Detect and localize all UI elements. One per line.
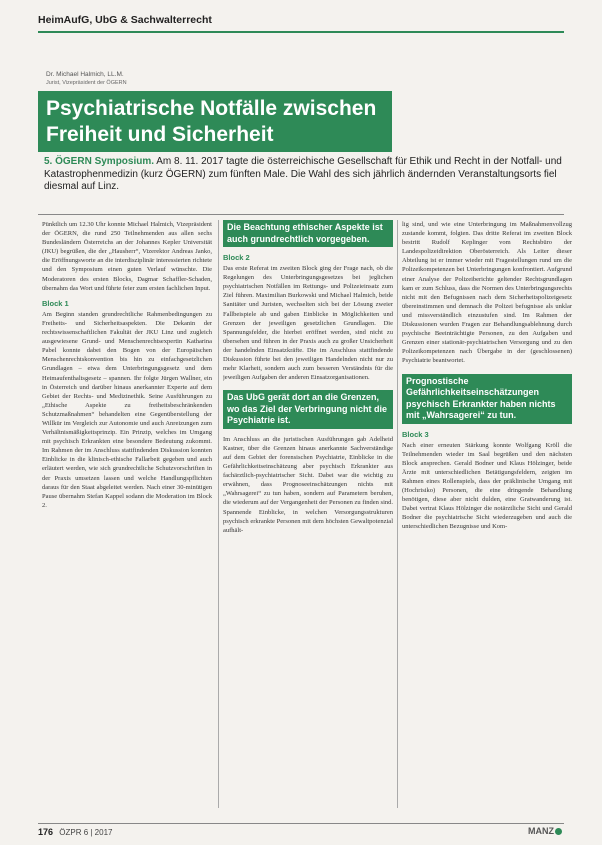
paragraph: lig sind, und wie eine Unterbringung im Maßnahmenvollzug zustande kommt, folgten. Das dritte Referat im zweiten Block bestritt Rudolf Keplinger vom Rechtsbüro der Landespolizeidirektion Oberösterreich. Als Leiter dieser Abteilung ist er immer wieder mit Fragestellungen rund um die Polizeikompetenzen bei Unterbringungen konfrontiert. Aufgrund einer Analyse der Polizeiberichte geltender Rechtsgrundlagen kam er zum Schluss, dass die Normen des Unterbringungsrechts nicht mit den Befugnissen nach dem Sicherheitspolizeigesetz übereinstimmen und demnach die Polizei befugnisse als unklar und missverständlich einzustufen sind. Im Rahmen der Diskussionen wurden Fragen zur Behandlungsablehnung durch psychische Beeinträchtigte Personen, zu den Aufgaben und Grenzen einer stationär-psychiatrischen Versorgung und zu den Polizeikompetenzen nach Übergabe in der (geschlossenen) Psychiatrie beantwortet.: [402, 221, 572, 365]
column-3: [402, 220, 572, 808]
lead-kicker: 5. ÖGERN Symposium.: [44, 156, 155, 167]
pull-quote: Prognostische Gefährlichkeitseinschätzungen psychisch Erkrankter haben nichts mit „Wahrsagerei“ zu tun.: [402, 374, 572, 424]
lead-divider: [38, 214, 564, 215]
pull-quote: Das UbG gerät dort an die Grenzen, wo das Ziel der Verbringung nicht die Psychiatrie ist.: [223, 390, 393, 429]
page-number: 176: [38, 827, 54, 837]
logo-dot-icon: [555, 828, 562, 835]
footer-rule: [38, 823, 564, 824]
column-divider: [218, 220, 219, 808]
paragraph: Am Beginn standen grundrechtliche Rahmenbedingungen zu Freiheits- und Sicherheitsaspekten. Die Dekanin der rechtswissenschaftlichen Fakultät der JKU Linz und zugleich ausgewiesene Grund- und Menschenrechtsexpertin Katharina Pabel konnte dabei den Bogen von der Europäischen Menschenrechtskonvention bis hin zu einfachgesetzlichen Grundlagen – etwa dem Unterbringungsgesetz und dem Heimaufenthaltsgesetz – spannen. Ihr folgte Jürgen Wallner, ein in Österreich und darüber hinaus anerkannter Experte auf dem Gebiet der Rechts- und Medizinethik. Seine Ausführungen zu „Ethische Aspekte zu freiheitsbeschränkenden Schutzmaßnahmen“ behandelten eine Gegenüberstellung der Willkür im Vergleich zur Autonomie und auch Anreizungen zum Verhältnismäßigkeitsprinzip. Ein Prinzip, welches im Umgang mit psychisch Erkrankten eine besondere Bedeutung zukommt. Im Rahmen der im Anschluss stattfindenden Diskussion konnten Einblicke in die klinisch-ethische Fallarbeit gegeben und auch erläutert werden, wie sich grundrechtliche Schutzvorschriften in der Praxis umsetzen lassen und welche Handlungspflichten daraus für den Staat abgeleitet werden. Nach einer 30-minütigen Pause übernahm Stefan Kappel sodann die Moderation im Block 2.: [42, 310, 212, 509]
footer-info: [38, 827, 112, 837]
paragraph: Nach einer erneuten Stärkung konnte Wolfgang Kröll die Teilnehmenden wieder im Saal begrüßen und den nächsten Block ansprechen. Gerald Bodner und Klaus Hölzinger, beide Ärzte mit unterschiedlichen Betätigungsfeldern, zeigten im Rahmen eines Rollenspiels, dass der präklinische Umgang mit (Hochrisiko) Personen, die eine dringende Behandlung benötigen, diese aber nicht dulden, eine Gratwanderung ist. Dabei vertrat Klaus Hölzinger die notärztliche Sicht und Gerald Bodner die psychiatrische Sicht wiederzugeben und auch die unterschiedlichen Bezugnisse und Kom-: [402, 441, 572, 531]
subheading-block-3: Block 3: [402, 429, 429, 439]
column-2: [223, 220, 393, 808]
subheading-block-1: Block 1: [42, 298, 69, 308]
section-header: HeimAufG, UbG & Sachwalterrecht: [38, 14, 212, 26]
publisher-logo: [528, 826, 562, 836]
article-title: Psychiatrische Notfälle zwischen Freiheit und Sicherheit: [38, 91, 392, 152]
author-block: [46, 71, 127, 87]
lead-text: Am 8. 11. 2017 tagte die österreichische Gesellschaft für Ethik und Recht in der Notfall- und Katastrophenmedizin (kurz ÖGERN) zum fünften Male. Die Wahl des sich jährlich ändernden Veranstaltungsorts fiel diesmal auf Linz.: [44, 156, 562, 192]
author-role: Jurist, Vizepräsident der ÖGERN: [46, 80, 127, 86]
column-divider: [397, 220, 398, 808]
paragraph: Das erste Referat im zweiten Block ging der Frage nach, ob die Regelungen des Unterbringungsgesetzes bei jeglichen psychiatrischen Notfällen im Rettungs- und Polizeieinsatz zum Ziel führen. Maximilian Burkowski und Michael Halmich, beide Sanitäter und Juristen, wechselten sich bei der Lösung zweier Fallbeispiele ab und gaben Einblicke in Möglichkeiten und Grenzen der jeweiligen gesetzlichen Grundlagen. Die Spannungsfelder, die hierbei eröffnet werden, sind nicht zu übersehen und führen in der Praxis auch zu großer Unsicherheit der handelnden Einsatzkräfte. Die im Anschluss stattfindende Diskussion führte bei den jeweiligen Handelnden nicht nur zu mehr Klarheit, sondern auch zum besseren Verständnis für die jeweiligen Aufgaben der anderen Einsatzorganisationen.: [223, 265, 393, 382]
section-rule: [38, 31, 564, 33]
subheading-block-2: Block 2: [223, 253, 250, 262]
paragraph: Im Anschluss an die juristischen Ausführungen gab Adelheid Kastner, über die Grenzen hinaus anerkannte Sachverständige auf dem Gebiet der forensischen Psychiatrie, Einblicke in die Gefährlichkeitseinschätzung aber psychisch Erkrankter aus fachärztlich-psychiatrischer Sicht. Dabei war die wichtig zu erwähnen, dass Prognoseeinschätzungen nichts mit „Wahrsagerei“ zu tun haben, sondern auf Parametern beruhen, die wiederum auf der Vergangenheit der Personen zu finden sind. Spannende Einblicke, in welchen Versorgungsstrukturen psychisch erkrankte Personen mit dem höchsten Gewaltpotenzial aufhält-: [223, 435, 393, 534]
paragraph: Pünktlich um 12.30 Uhr konnte Michael Halmich, Vizepräsident der ÖGERN, die rund 250 Teilnehmenden aus allen sechs Bundesländern Österreichs an der Johannes Kepler Universität (JKU) begrüßen, die der „Hausherr“, Vizerektor Andreas Janko, die Eröffnungsworte an die interdisziplinär interessierten richtete und den Symposium einen guten Verlauf wünschte. Die Moderatoren des ersten Blocks, Dagmar Schaffler-Schaden, übernahm das Wort und führte feier zum ersten fachlichen Input.: [42, 221, 212, 292]
author-name: Dr. Michael Halmich, LL.M.: [46, 71, 124, 78]
column-1: [42, 220, 212, 808]
article-lead: [44, 156, 564, 194]
publisher-name: MANZ: [528, 826, 554, 836]
journal-issue: ÖZPR 6 | 2017: [59, 828, 113, 837]
pull-quote: Die Beachtung ethischer Aspekte ist auch grundrechtlich vorgegeben.: [223, 220, 393, 247]
